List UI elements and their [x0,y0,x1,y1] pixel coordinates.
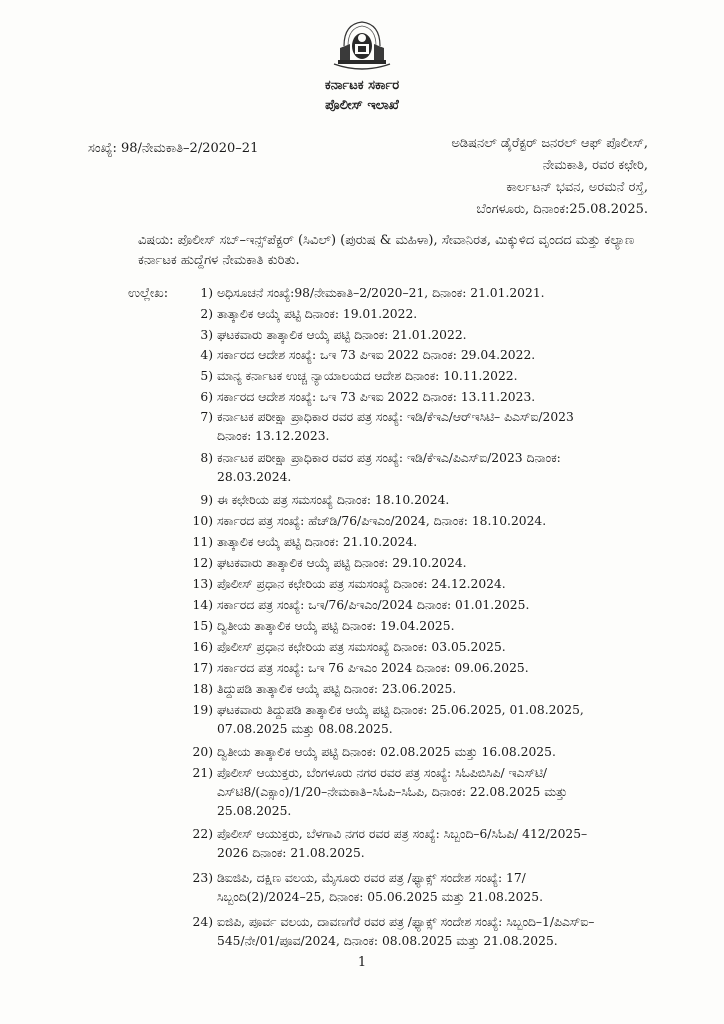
ref-text: ಸರ್ಕಾರದ ಪತ್ರ ಸಂಖ್ಯೆ: ಹೆಚ್‌ಡಿ/76/ಪಿಇಎಂ/2024, ದಿನಾಂಕ: 18.10.2024. [217,514,547,528]
ref-text: ಸರ್ಕಾರದ ಆದೇಶ ಸಂಖ್ಯೆ: ಒಇ 73 ಪಿಇಐ 2022 ದಿನಾಂಕ: 13.11.2023. [217,390,536,404]
ref-num: 17) [192,661,213,675]
list-item [183,596,613,615]
ref-text: ಡಿಐಜಿಪಿ, ದಕ್ಷಿಣ ವಲಯ, ಮೈಸೂರು ರವರ ಪತ್ರ /ಫ್ಯಾಕ್ಸ್ ಸಂದೇಶ ಸಂಖ್ಯೆ: 17/ಸಿಬ್ಬಂದಿ(2)/2024–25, ದಿನಾಂಕ: 05.06.2025 ಮತ್ತು 21.08.2025. [217,871,543,904]
list-item [183,701,613,739]
list-item [183,449,613,487]
list-item [183,491,613,510]
ref-text: ಮಾನ್ಯ ಕರ್ನಾಟಕ ಉಚ್ಚ ನ್ಯಾಯಾಲಯದ ಆದೇಶ ದಿನಾಂಕ: 10.11.2022. [217,369,518,383]
department-title: ಪೊಲೀಸ್ ಇಲಾಖೆ [325,98,399,113]
list-item [183,743,613,762]
list-item [183,367,613,386]
ref-num: 5) [200,369,213,383]
list-item [183,764,613,821]
ref-text: ಪೊಲೀಸ್ ಆಯುಕ್ತರು, ಬೆಳಗಾವಿ ನಗರ ರವರ ಪತ್ರ ಸಂಖ್ಯೆ: ಸಿಬ್ಬಂದಿ–6/ಸಿಓಪಿ/ 412/2025–2026 ದಿನಾಂಕ: 21.08.2025. [217,827,588,860]
ref-text: ಸರ್ಕಾರದ ಪತ್ರ ಸಂಖ್ಯೆ: ಒಇ 76 ಪಿಇಎಂ 2024 ದಿನಾಂಕ: 09.06.2025. [217,661,529,675]
ref-text: ಘಟಕವಾರು ತಿದ್ದುಪಡಿ ತಾತ್ಕಾಲಿಕ ಆಯ್ಕೆ ಪಟ್ಟಿ ದಿನಾಂಕ: 25.06.2025, 01.08.2025, 07.08.2025 ಮತ್ತು 08.08.2025. [217,703,584,736]
ref-text: ಕರ್ನಾಟಕ ಪರೀಕ್ಷಾ ಪ್ರಾಧಿಕಾರ ರವರ ಪತ್ರ ಸಂಖ್ಯೆ: ಇಡಿ/ಕೆಇಎ/ಪಿಎಸ್‌ಐ/2023 ದಿನಾಂಕ: 28.03.2024. [217,451,561,484]
ref-num: 4) [200,348,213,362]
ref-num: 13) [192,577,213,591]
ref-num: 19) [192,703,213,717]
ref-text: ಕರ್ನಾಟಕ ಪರೀಕ್ಷಾ ಪ್ರಾಧಿಕಾರ ರವರ ಪತ್ರ ಸಂಖ್ಯೆ: ಇಡಿ/ಕೆಇಎ/ಆರ್‌ಇಸಿಟಿ– ಪಿಎಸ್‌ಐ/2023 ದಿನಾಂಕ: 13.12.2023. [217,410,574,443]
ref-text: ತಿದ್ದುಪಡಿ ತಾತ್ಕಾಲಿಕ ಆಯ್ಕೆ ಪಟ್ಟಿ ದಿನಾಂಕ: 23.06.2025. [217,682,457,696]
ref-num: 14) [192,598,213,612]
list-item [183,284,613,303]
list-item [183,346,613,365]
ref-num: 10) [192,514,213,528]
list-item [183,305,613,324]
list-item [183,533,613,552]
ref-text: ತಾತ್ಕಾಲಿಕ ಆಯ್ಕೆ ಪಟ್ಟಿ ದಿನಾಂಕ: 21.10.2024. [217,535,418,549]
address-line: ನೇಮಕಾತಿ, ರವರ ಕಛೇರಿ, [542,158,648,173]
ref-text: ಘಟಕವಾರು ತಾತ್ಕಾಲಿಕ ಆಯ್ಕೆ ಪಟ್ಟಿ ದಿನಾಂಕ: 21.01.2022. [217,328,467,342]
address-line: ಬೆಂಗಳೂರು, ದಿನಾಂಕ:25.08.2025. [476,202,648,217]
ref-num: 3) [200,328,213,342]
ref-text: ಪೊಲೀಸ್ ಪ್ರಧಾನ ಕಛೇರಿಯ ಪತ್ರ ಸಮಸಂಖ್ಯೆ ದಿನಾಂಕ: 03.05.2025. [217,640,506,654]
ref-num: 8) [200,451,213,465]
list-item [183,554,613,573]
reference-number: ಸಂಖ್ಯೆ: 98/ನೇಮಕಾತಿ–2/2020–21 [88,141,259,156]
list-item [183,869,613,907]
ref-num: 15) [192,619,213,633]
ref-num: 6) [200,390,213,404]
ref-text: ಸರ್ಕಾರದ ಆದೇಶ ಸಂಖ್ಯೆ: ಒಇ 73 ಪಿಇಐ 2022 ದಿನಾಂಕ: 29.04.2022. [217,348,536,362]
ref-num: 11) [192,535,213,549]
ref-num: 1) [200,286,213,300]
ref-num: 9) [200,493,213,507]
karnataka-emblem-icon [322,16,402,74]
list-item [183,680,613,699]
subject-text: ವಿಷಯ: ಪೊಲೀಸ್ ಸಬ್–ಇನ್ಸ್‌ಪೆಕ್ಟರ್ (ಸಿವಿಲ್) (ಪುರುಷ & ಮಹಿಳಾ), ಸೇವಾನಿರತ, ಮಿಕ್ಕುಳಿದ ವೃಂದದ ಮತ್ತು ಕಲ್ಯಾಣ ಕರ್ನಾಟಕ ಹುದ್ದೆಗಳ ನೇಮಕಾತಿ ಕುರಿತು. [138,233,635,268]
ref-text: ಪೊಲೀಸ್ ಪ್ರಧಾನ ಕಛೇರಿಯ ಪತ್ರ ಸಮಸಂಖ್ಯೆ ದಿನಾಂಕ: 24.12.2024. [217,577,506,591]
list-item [183,638,613,657]
list-item [183,913,613,951]
address-line: ಕಾರ್ಲಟನ್ ಭವನ, ಅರಮನೆ ರಸ್ತೆ, [506,180,648,195]
ref-num: 23) [192,871,213,885]
list-item [183,617,613,636]
ref-num: 18) [192,682,213,696]
list-item [183,388,613,407]
address-line: ಅಡಿಷನಲ್ ಡೈರೆಕ್ಟರ್ ಜನರಲ್ ಆಫ್ ಪೊಲೀಸ್, [451,136,648,151]
ref-text: ಈ ಕಛೇರಿಯ ಪತ್ರ ಸಮಸಂಖ್ಯೆ ದಿನಾಂಕ: 18.10.2024. [217,493,450,507]
list-item [183,512,613,531]
ref-num: 12) [192,556,213,570]
references-label: ಉಲ್ಲೇಖ: [128,286,169,301]
list-item [183,575,613,594]
ref-num: 16) [192,640,213,654]
ref-text: ಐಜಿಪಿ, ಪೂರ್ವ ವಲಯ, ದಾವಣಗೆರೆ ರವರ ಪತ್ರ /ಫ್ಯಾಕ್ಸ್ ಸಂದೇಶ ಸಂಖ್ಯೆ: ಸಿಬ್ಬಂದಿ–1/ಪಿಎಸ್‌ಐ–545/ನೇ/01/ಪೂವ/2024, ದಿನಾಂಕ: 08.08.2025 ಮತ್ತು 21.08.2025. [217,915,595,948]
page-number: 1 [357,955,367,970]
ref-text: ಸರ್ಕಾರದ ಪತ್ರ ಸಂಖ್ಯೆ: ಒಇ/76/ಪಿಇಎಂ/2024 ದಿನಾಂಕ: 01.01.2025. [217,598,530,612]
ref-num: 20) [192,745,213,759]
ref-text: ತಾತ್ಕಾಲಿಕ ಆಯ್ಕೆ ಪಟ್ಟಿ ದಿನಾಂಕ: 19.01.2022. [217,307,418,321]
list-item [183,659,613,678]
ref-num: 2) [200,307,213,321]
list-item [183,408,613,446]
ref-text: ದ್ವಿತೀಯ ತಾತ್ಕಾಲಿಕ ಆಯ್ಕೆ ಪಟ್ಟಿ ದಿನಾಂಕ: 02.08.2025 ಮತ್ತು 16.08.2025. [217,745,556,759]
ref-num: 21) [192,766,213,780]
list-item [183,825,613,863]
ref-text: ಅಧಿಸೂಚನೆ ಸಂಖ್ಯೆ:98/ನೇಮಕಾತಿ–2/2020–21, ದಿನಾಂಕ: 21.01.2021. [217,286,545,300]
ref-text: ಘಟಕವಾರು ತಾತ್ಕಾಲಿಕ ಆಯ್ಕೆ ಪಟ್ಟಿ ದಿನಾಂಕ: 29.10.2024. [217,556,467,570]
ref-text: ಪೊಲೀಸ್ ಆಯುಕ್ತರು, ಬೆಂಗಳೂರು ನಗರ ರವರ ಪತ್ರ ಸಂಖ್ಯೆ: ಸಿಓಪಿಬಿಸಿಪಿ/ ಇಎಸ್‌ಟಿ/ಎಸ್‌ಟಿ8/(ಎಕ್ಸಾಂ)/1/20–ನೇಮಕಾತಿ–ಸಿಓಪಿ–ಸಿಓಪಿ, ದಿನಾಂಕ: 22.08.2025 ಮತ್ತು 25.08.2025. [217,766,568,818]
ref-text: ದ್ವಿತೀಯ ತಾತ್ಕಾಲಿಕ ಆಯ್ಕೆ ಪಟ್ಟಿ ದಿನಾಂಕ: 19.04.2025. [217,619,455,633]
ref-num: 24) [192,915,213,929]
government-title: ಕರ್ನಾಟಕ ಸರ್ಕಾರ [324,78,400,93]
list-item [183,326,613,345]
ref-num: 22) [192,827,213,841]
sender-address [330,133,648,221]
ref-num: 7) [200,410,213,424]
